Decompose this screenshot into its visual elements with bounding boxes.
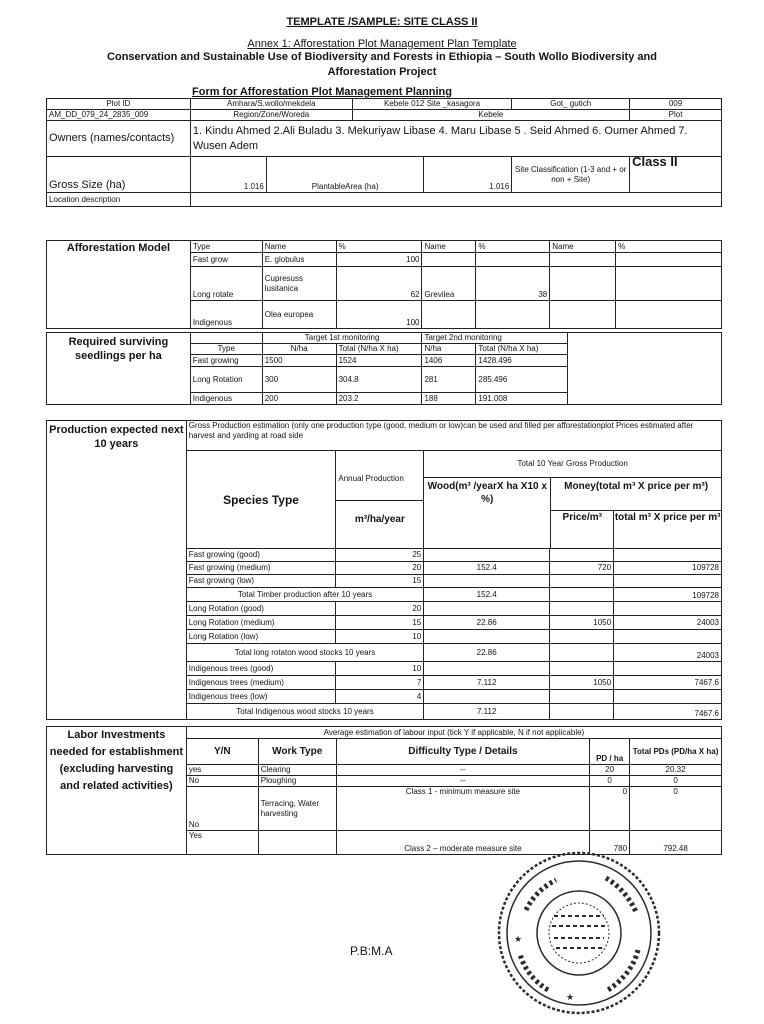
labor-yn: Yes bbox=[186, 831, 258, 855]
production-price bbox=[550, 575, 614, 588]
model-header: Type bbox=[190, 241, 262, 253]
production-annual: 4 bbox=[336, 690, 424, 704]
svg-text:★: ★ bbox=[566, 993, 575, 1003]
footer-initials: P.B:M.A bbox=[350, 944, 393, 958]
production-price: 1050 bbox=[550, 676, 614, 690]
location-value bbox=[190, 193, 721, 207]
model-pct3 bbox=[616, 267, 722, 301]
labor-total: 792.48 bbox=[630, 831, 722, 855]
production-row bbox=[47, 616, 722, 630]
site-class-label: Site Classification (1-3 and + or non + Site) bbox=[512, 157, 630, 193]
production-wood: 22.86 bbox=[424, 616, 550, 630]
model-name3 bbox=[550, 301, 616, 329]
production-price bbox=[550, 662, 614, 676]
seedlings-n2: 1406 bbox=[422, 355, 476, 367]
labor-diff: Class 1 - minimum measure site bbox=[336, 787, 590, 831]
production-species: Fast growing (good) bbox=[186, 549, 336, 562]
model-name: Cupresuss lusitanica bbox=[262, 267, 336, 301]
production-total: 24003 bbox=[614, 616, 722, 630]
production-wood: 152.4 bbox=[424, 562, 550, 575]
production-annual: 25 bbox=[336, 549, 424, 562]
plot-id-value: AM_DD_079_24_2835_009 bbox=[47, 110, 191, 121]
seedlings-t1: 1524 bbox=[336, 355, 422, 367]
wood-header: Wood(m³ /yearX ha X10 x %) bbox=[424, 478, 551, 548]
owners-label: Owners (names/contacts) bbox=[47, 121, 191, 157]
region-value: Amhara/S.wollo/mekdela bbox=[190, 99, 352, 110]
production-species: Total long rotaton wood stocks 10 years bbox=[186, 644, 424, 662]
labor-diff: Class 2 – moderate measure site bbox=[336, 831, 590, 855]
total-header: Total (N/ha X ha) bbox=[336, 344, 422, 355]
production-wood bbox=[424, 662, 550, 676]
production-annual: 20 bbox=[336, 562, 424, 575]
labor-pd: 780 bbox=[590, 831, 630, 855]
model-type: Indigenous bbox=[190, 301, 262, 329]
target1-header: Target 1st monitoring bbox=[262, 333, 422, 344]
seedlings-type: Long Rotation bbox=[190, 367, 262, 393]
model-type: Long rotate bbox=[190, 267, 262, 301]
project-title-line1: Conservation and Sustainable Use of Biodiversity and Forests in Ethiopia – South Wollo Biodiversity and bbox=[107, 51, 657, 63]
owners-value: 1. Kindu Ahmed 2.Ali Buladu 3. Mekuriyaw Libase 4. Maru Libase 5 . Seid Ahmed 6. Oumer Ahmed 7. Wusen Adem bbox=[190, 121, 721, 157]
seedlings-n1: 1500 bbox=[262, 355, 336, 367]
model-type: Fast grow bbox=[190, 253, 262, 267]
production-row bbox=[47, 549, 722, 562]
seedlings-t2: 191.008 bbox=[476, 393, 568, 405]
production-price: 1050 bbox=[550, 616, 614, 630]
plot-id-label: Plot ID bbox=[47, 99, 191, 110]
labor-table bbox=[46, 726, 722, 855]
model-pct2 bbox=[476, 301, 550, 329]
production-wood: 22.86 bbox=[424, 644, 550, 662]
production-total-row bbox=[47, 644, 722, 662]
seedlings-t2: 1428.496 bbox=[476, 355, 568, 367]
model-name2 bbox=[422, 253, 476, 267]
kebele-label: Kebele bbox=[352, 110, 629, 121]
plot-label: Plot bbox=[630, 110, 722, 121]
production-total-row bbox=[47, 704, 722, 720]
labor-total: 20.32 bbox=[630, 765, 722, 776]
form-title: Form for Afforestation Plot Management Planning bbox=[192, 86, 452, 98]
production-row bbox=[47, 602, 722, 616]
production-total bbox=[614, 575, 722, 588]
project-title-line2: Afforestation Project bbox=[327, 66, 437, 78]
target2-header: Target 2nd monitoring bbox=[422, 333, 568, 344]
model-pct2 bbox=[476, 253, 550, 267]
production-wood bbox=[424, 630, 550, 644]
production-total: 7467.6 bbox=[614, 704, 722, 720]
seedlings-type: Fast growing bbox=[190, 355, 262, 367]
pd-ha-header: PD / ha bbox=[590, 739, 630, 765]
svg-text:★: ★ bbox=[514, 935, 523, 945]
annex-title: Annex 1: Afforestation Plot Management Plan Template bbox=[247, 38, 517, 50]
model-name2: Grevilea bbox=[422, 267, 476, 301]
region-label: Region/Zone/Woreda bbox=[190, 110, 352, 121]
afforestation-model-table bbox=[46, 240, 722, 329]
project-title bbox=[0, 50, 764, 80]
production-row bbox=[47, 575, 722, 588]
kebele-value: Kebele 012 Site _kasagora bbox=[352, 99, 512, 110]
production-species: Indigenous trees (low) bbox=[186, 690, 336, 704]
labor-work bbox=[258, 831, 336, 855]
price-header: Price/m³ bbox=[551, 511, 614, 548]
total-production-header bbox=[424, 451, 722, 549]
production-price bbox=[550, 588, 614, 602]
labor-total: 0 bbox=[630, 776, 722, 787]
production-table bbox=[46, 420, 722, 720]
model-pct2: 38 bbox=[476, 267, 550, 301]
labor-work: Terracing, Water harvesting bbox=[258, 787, 336, 831]
production-row bbox=[47, 690, 722, 704]
production-species: Total Timber production after 10 years bbox=[186, 588, 424, 602]
labor-note: Average estimation of labour input (tick Y if applicable, N if not applicable) bbox=[186, 727, 721, 739]
production-wood bbox=[424, 575, 550, 588]
model-header: Name bbox=[262, 241, 336, 253]
got-value: Got_ gutich bbox=[512, 99, 630, 110]
annual-production-label: Annual Production bbox=[336, 474, 423, 501]
model-pct: 100 bbox=[336, 253, 422, 267]
labor-pd: 0 bbox=[590, 776, 630, 787]
seedlings-t2: 285.496 bbox=[476, 367, 568, 393]
production-note: Gross Production estimation (only one production type (good, medium or low)can be used and filled per afforestationplot Prices estimated after harvest and yarding at road side bbox=[186, 421, 721, 451]
production-total: 109728 bbox=[614, 588, 722, 602]
official-stamp-seal bbox=[496, 850, 662, 1016]
production-wood bbox=[424, 602, 550, 616]
total-price-header: total m³ X price per m³ bbox=[614, 512, 721, 523]
production-species: Fast growing (low) bbox=[186, 575, 336, 588]
yn-header: Y/N bbox=[186, 739, 258, 765]
production-price: 720 bbox=[550, 562, 614, 575]
production-species: Long Rotation (medium) bbox=[186, 616, 336, 630]
production-price bbox=[550, 690, 614, 704]
production-annual: 10 bbox=[336, 630, 424, 644]
plot-number: 009 bbox=[630, 99, 722, 110]
annual-unit: m³/ha/year bbox=[354, 513, 405, 525]
seedlings-table bbox=[46, 332, 722, 405]
labor-yn: No bbox=[186, 776, 258, 787]
money-header bbox=[551, 478, 721, 548]
model-header: Name bbox=[550, 241, 616, 253]
labor-yn: No bbox=[186, 787, 258, 831]
model-header: % bbox=[476, 241, 550, 253]
production-row bbox=[47, 562, 722, 575]
labor-total: 0 bbox=[630, 787, 722, 831]
labor-diff: -- bbox=[336, 776, 590, 787]
production-price bbox=[550, 630, 614, 644]
production-total bbox=[614, 690, 722, 704]
production-wood: 7.112 bbox=[424, 676, 550, 690]
seedlings-n2: 188 bbox=[422, 393, 476, 405]
gross-size-value: 1.016 bbox=[190, 157, 266, 193]
production-total bbox=[614, 602, 722, 616]
production-total bbox=[614, 549, 722, 562]
production-annual: 20 bbox=[336, 602, 424, 616]
model-name3 bbox=[550, 267, 616, 301]
seedlings-n1: 200 bbox=[262, 393, 336, 405]
seedlings-t1: 304.8 bbox=[336, 367, 422, 393]
seedlings-n1: 300 bbox=[262, 367, 336, 393]
labor-work: Clearing bbox=[258, 765, 336, 776]
production-species: Long Rotation (low) bbox=[186, 630, 336, 644]
production-total: 109728 bbox=[614, 562, 722, 575]
production-annual: 15 bbox=[336, 575, 424, 588]
template-title: TEMPLATE /SAMPLE: SITE CLASS II bbox=[286, 16, 478, 28]
model-pct: 100 bbox=[336, 301, 422, 329]
location-label: Location description bbox=[47, 193, 191, 207]
labor-work: Ploughing bbox=[258, 776, 336, 787]
money-label: Money(total m³ X price per m³) bbox=[551, 478, 721, 511]
difficulty-header: Difficulty Type / Details bbox=[336, 739, 590, 765]
model-header: % bbox=[336, 241, 422, 253]
production-total-row bbox=[47, 588, 722, 602]
labor-yn: yes bbox=[186, 765, 258, 776]
production-wood bbox=[424, 549, 550, 562]
model-pct3 bbox=[616, 253, 722, 267]
plantable-area-label: PlantableArea (ha) bbox=[266, 157, 424, 193]
seedlings-type: Indigenous bbox=[190, 393, 262, 405]
production-species: Indigenous trees (medium) bbox=[186, 676, 336, 690]
model-name2 bbox=[422, 301, 476, 329]
model-header: % bbox=[616, 241, 722, 253]
nha-header: N/ha bbox=[422, 344, 476, 355]
species-type-header: Species Type bbox=[186, 451, 336, 549]
production-total bbox=[614, 662, 722, 676]
production-annual: 15 bbox=[336, 616, 424, 630]
production-label: Production expected next 10 years bbox=[47, 421, 187, 549]
production-wood bbox=[424, 690, 550, 704]
gross-size-label: Gross Size (ha) bbox=[47, 157, 191, 193]
plot-info-table bbox=[46, 98, 722, 207]
model-header: Name bbox=[422, 241, 476, 253]
labor-pd: 0 bbox=[590, 787, 630, 831]
production-row bbox=[47, 630, 722, 644]
seedlings-label: Required surviving seedlings per ha bbox=[47, 333, 191, 405]
plantable-area-value: 1.016 bbox=[424, 157, 512, 193]
production-annual: 10 bbox=[336, 662, 424, 676]
labor-diff: -- bbox=[336, 765, 590, 776]
work-type-header: Work Type bbox=[258, 739, 336, 765]
site-class-value: Class II bbox=[630, 157, 722, 193]
production-species: Indigenous trees (good) bbox=[186, 662, 336, 676]
production-row bbox=[47, 676, 722, 690]
seedlings-blank bbox=[190, 333, 262, 344]
afforestation-model-label: Afforestation Model bbox=[47, 241, 191, 329]
production-price bbox=[550, 602, 614, 616]
model-name: Olea europea bbox=[262, 301, 336, 329]
production-annual: 7 bbox=[336, 676, 424, 690]
nha-header: N/ha bbox=[262, 344, 336, 355]
production-price bbox=[550, 644, 614, 662]
production-total bbox=[614, 630, 722, 644]
production-species: Fast growing (medium) bbox=[186, 562, 336, 575]
total-production-label: Total 10 Year Gross Production bbox=[424, 451, 721, 478]
model-name: E. globulus bbox=[262, 253, 336, 267]
production-price bbox=[550, 549, 614, 562]
total-header: Total (N/ha X ha) bbox=[476, 344, 568, 355]
production-species: Long Rotation (good) bbox=[186, 602, 336, 616]
labor-label: Labor Investments needed for establishment (excluding harvesting and related activities) bbox=[47, 727, 187, 855]
total-pds-header: Total PDs (PD/ha X ha) bbox=[630, 739, 722, 765]
annual-header bbox=[336, 451, 424, 549]
seedlings-n2: 281 bbox=[422, 367, 476, 393]
model-pct3 bbox=[616, 301, 722, 329]
production-total: 7467.6 bbox=[614, 676, 722, 690]
production-total: 24003 bbox=[614, 644, 722, 662]
production-wood: 7.112 bbox=[424, 704, 550, 720]
seedlings-type-header: Type bbox=[190, 344, 262, 355]
model-name3 bbox=[550, 253, 616, 267]
production-species: Total Indigenous wood stocks 10 years bbox=[186, 704, 424, 720]
seedlings-t1: 203.2 bbox=[336, 393, 422, 405]
production-row bbox=[47, 662, 722, 676]
seedlings-empty bbox=[568, 333, 722, 405]
labor-pd: 20 bbox=[590, 765, 630, 776]
model-pct: 62 bbox=[336, 267, 422, 301]
production-price bbox=[550, 704, 614, 720]
production-wood: 152.4 bbox=[424, 588, 550, 602]
